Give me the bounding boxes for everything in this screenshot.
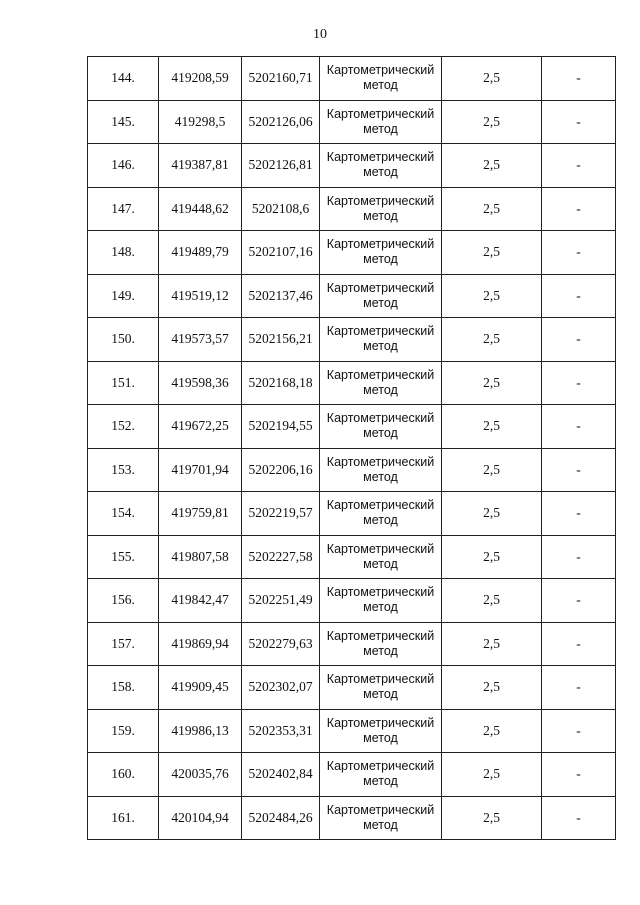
- method-cell: Картометрический метод: [320, 231, 442, 275]
- point-number-cell: 152.: [88, 405, 159, 449]
- table-row: [88, 361, 616, 405]
- point-number-cell: 147.: [88, 187, 159, 231]
- note-cell: -: [542, 666, 616, 710]
- table-row: [88, 274, 616, 318]
- x-coordinate-cell: 419387,81: [159, 144, 242, 188]
- point-number-cell: 161.: [88, 796, 159, 840]
- note-cell: -: [542, 579, 616, 623]
- method-cell: Картометрический метод: [320, 405, 442, 449]
- accuracy-cell: 2,5: [442, 492, 542, 536]
- table-row: [88, 231, 616, 275]
- note-cell: -: [542, 144, 616, 188]
- point-number-cell: 149.: [88, 274, 159, 318]
- accuracy-cell: 2,5: [442, 318, 542, 362]
- accuracy-cell: 2,5: [442, 231, 542, 275]
- method-cell: Картометрический метод: [320, 100, 442, 144]
- accuracy-cell: 2,5: [442, 361, 542, 405]
- accuracy-cell: 2,5: [442, 796, 542, 840]
- note-cell: -: [542, 361, 616, 405]
- note-cell: -: [542, 492, 616, 536]
- x-coordinate-cell: 419489,79: [159, 231, 242, 275]
- accuracy-cell: 2,5: [442, 535, 542, 579]
- note-cell: -: [542, 753, 616, 797]
- accuracy-cell: 2,5: [442, 448, 542, 492]
- accuracy-cell: 2,5: [442, 666, 542, 710]
- coordinates-table: [87, 56, 616, 840]
- method-cell: Картометрический метод: [320, 796, 442, 840]
- table-row: [88, 666, 616, 710]
- accuracy-cell: 2,5: [442, 622, 542, 666]
- point-number-cell: 156.: [88, 579, 159, 623]
- point-number-cell: 146.: [88, 144, 159, 188]
- x-coordinate-cell: 419598,36: [159, 361, 242, 405]
- note-cell: -: [542, 796, 616, 840]
- y-coordinate-cell: 5202353,31: [242, 709, 320, 753]
- table-row: [88, 622, 616, 666]
- method-cell: Картометрический метод: [320, 622, 442, 666]
- table-row: [88, 187, 616, 231]
- y-coordinate-cell: 5202484,26: [242, 796, 320, 840]
- note-cell: -: [542, 318, 616, 362]
- point-number-cell: 159.: [88, 709, 159, 753]
- accuracy-cell: 2,5: [442, 709, 542, 753]
- accuracy-cell: 2,5: [442, 274, 542, 318]
- table-row: [88, 448, 616, 492]
- note-cell: -: [542, 405, 616, 449]
- note-cell: -: [542, 274, 616, 318]
- x-coordinate-cell: 419573,57: [159, 318, 242, 362]
- point-number-cell: 151.: [88, 361, 159, 405]
- accuracy-cell: 2,5: [442, 405, 542, 449]
- x-coordinate-cell: 419519,12: [159, 274, 242, 318]
- point-number-cell: 157.: [88, 622, 159, 666]
- table-row: [88, 753, 616, 797]
- accuracy-cell: 2,5: [442, 57, 542, 101]
- method-cell: Картометрический метод: [320, 57, 442, 101]
- x-coordinate-cell: 419807,58: [159, 535, 242, 579]
- accuracy-cell: 2,5: [442, 100, 542, 144]
- y-coordinate-cell: 5202402,84: [242, 753, 320, 797]
- point-number-cell: 160.: [88, 753, 159, 797]
- coordinates-table-body: [88, 57, 616, 840]
- table-row: [88, 57, 616, 101]
- note-cell: -: [542, 100, 616, 144]
- x-coordinate-cell: 419208,59: [159, 57, 242, 101]
- note-cell: -: [542, 622, 616, 666]
- y-coordinate-cell: 5202137,46: [242, 274, 320, 318]
- y-coordinate-cell: 5202251,49: [242, 579, 320, 623]
- x-coordinate-cell: 419986,13: [159, 709, 242, 753]
- method-cell: Картометрический метод: [320, 274, 442, 318]
- table-row: [88, 144, 616, 188]
- table-row: [88, 796, 616, 840]
- point-number-cell: 150.: [88, 318, 159, 362]
- y-coordinate-cell: 5202194,55: [242, 405, 320, 449]
- x-coordinate-cell: 419869,94: [159, 622, 242, 666]
- x-coordinate-cell: 419842,47: [159, 579, 242, 623]
- table-row: [88, 579, 616, 623]
- x-coordinate-cell: 419701,94: [159, 448, 242, 492]
- method-cell: Картометрический метод: [320, 579, 442, 623]
- x-coordinate-cell: 419759,81: [159, 492, 242, 536]
- accuracy-cell: 2,5: [442, 144, 542, 188]
- point-number-cell: 148.: [88, 231, 159, 275]
- y-coordinate-cell: 5202126,06: [242, 100, 320, 144]
- method-cell: Картометрический метод: [320, 492, 442, 536]
- y-coordinate-cell: 5202227,58: [242, 535, 320, 579]
- table-row: [88, 318, 616, 362]
- method-cell: Картометрический метод: [320, 753, 442, 797]
- point-number-cell: 158.: [88, 666, 159, 710]
- y-coordinate-cell: 5202219,57: [242, 492, 320, 536]
- y-coordinate-cell: 5202302,07: [242, 666, 320, 710]
- x-coordinate-cell: 419298,5: [159, 100, 242, 144]
- table-row: [88, 709, 616, 753]
- x-coordinate-cell: 419909,45: [159, 666, 242, 710]
- table-row: [88, 100, 616, 144]
- x-coordinate-cell: 420104,94: [159, 796, 242, 840]
- method-cell: Картометрический метод: [320, 535, 442, 579]
- table-row: [88, 492, 616, 536]
- point-number-cell: 145.: [88, 100, 159, 144]
- note-cell: -: [542, 57, 616, 101]
- point-number-cell: 144.: [88, 57, 159, 101]
- accuracy-cell: 2,5: [442, 579, 542, 623]
- method-cell: Картометрический метод: [320, 448, 442, 492]
- y-coordinate-cell: 5202279,63: [242, 622, 320, 666]
- y-coordinate-cell: 5202160,71: [242, 57, 320, 101]
- y-coordinate-cell: 5202108,6: [242, 187, 320, 231]
- point-number-cell: 154.: [88, 492, 159, 536]
- y-coordinate-cell: 5202156,21: [242, 318, 320, 362]
- y-coordinate-cell: 5202107,16: [242, 231, 320, 275]
- x-coordinate-cell: 419448,62: [159, 187, 242, 231]
- note-cell: -: [542, 231, 616, 275]
- table-row: [88, 405, 616, 449]
- y-coordinate-cell: 5202168,18: [242, 361, 320, 405]
- accuracy-cell: 2,5: [442, 753, 542, 797]
- point-number-cell: 155.: [88, 535, 159, 579]
- y-coordinate-cell: 5202206,16: [242, 448, 320, 492]
- method-cell: Картометрический метод: [320, 144, 442, 188]
- x-coordinate-cell: 420035,76: [159, 753, 242, 797]
- note-cell: -: [542, 448, 616, 492]
- method-cell: Картометрический метод: [320, 187, 442, 231]
- note-cell: -: [542, 535, 616, 579]
- method-cell: Картометрический метод: [320, 318, 442, 362]
- note-cell: -: [542, 187, 616, 231]
- y-coordinate-cell: 5202126,81: [242, 144, 320, 188]
- method-cell: Картометрический метод: [320, 709, 442, 753]
- page-number: 10: [313, 27, 327, 42]
- table-row: [88, 535, 616, 579]
- accuracy-cell: 2,5: [442, 187, 542, 231]
- x-coordinate-cell: 419672,25: [159, 405, 242, 449]
- note-cell: -: [542, 709, 616, 753]
- method-cell: Картометрический метод: [320, 666, 442, 710]
- method-cell: Картометрический метод: [320, 361, 442, 405]
- point-number-cell: 153.: [88, 448, 159, 492]
